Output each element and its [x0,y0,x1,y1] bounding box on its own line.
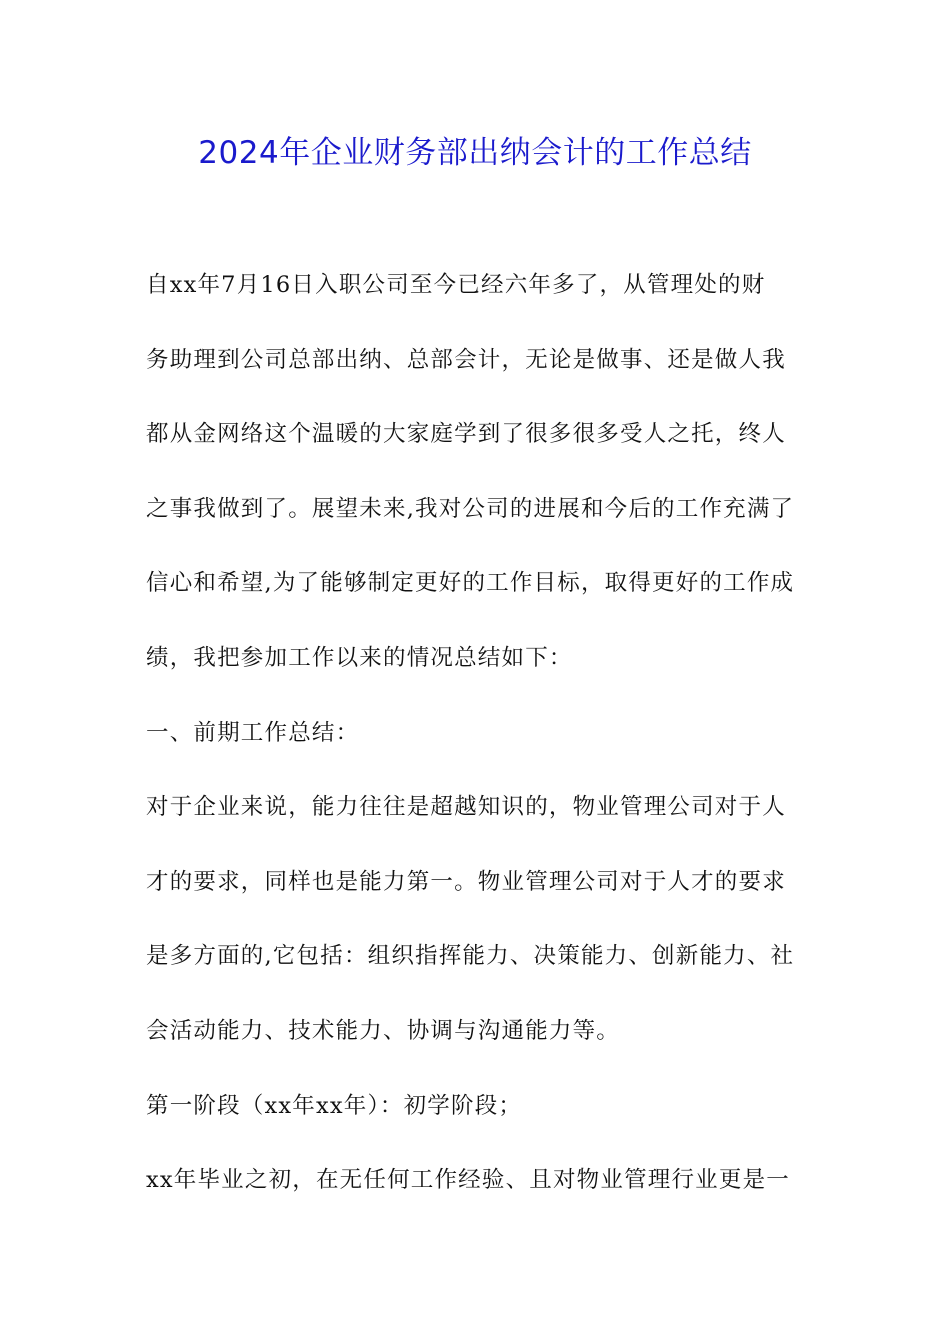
text-line: 才的要求，同样也是能力第一。物业管理公司对于人才的要求 [146,868,786,895]
text-line: 务助理到公司总部出纳、总部会计，无论是做事、还是做人我 [146,346,786,373]
section-heading: 一、前期工作总结： [146,719,360,746]
document-body [146,264,808,1234]
text-line: 信心和希望,为了能够制定更好的工作目标，取得更好的工作成 [146,570,795,597]
text-line: xx年毕业之初，在无任何工作经验、且对物业管理行业更是一 [146,1167,790,1194]
document-title: 2024年企业财务部出纳会计的工作总结 [198,135,752,171]
text-line: 之事我做到了。展望未来,我对公司的进展和今后的工作充满了 [146,495,795,522]
text-line: 绩，我把参加工作以来的情况总结如下： [146,644,573,671]
text-line: 自xx年7月16日入职公司至今已经六年多了，从管理处的财 [146,272,766,298]
stage-heading: 第一阶段（xx年xx年）：初学阶段； [146,1092,523,1119]
text-line: 会活动能力、技术能力、协调与沟通能力等。 [146,1017,621,1044]
text-line: 是多方面的,它包括：组织指挥能力、决策能力、创新能力、社 [146,943,795,970]
text-line: 都从金网络这个温暖的大家庭学到了很多很多受人之托，终人 [146,421,786,448]
text-line: 对于企业来说，能力往往是超越知识的，物业管理公司对于人 [146,794,786,821]
